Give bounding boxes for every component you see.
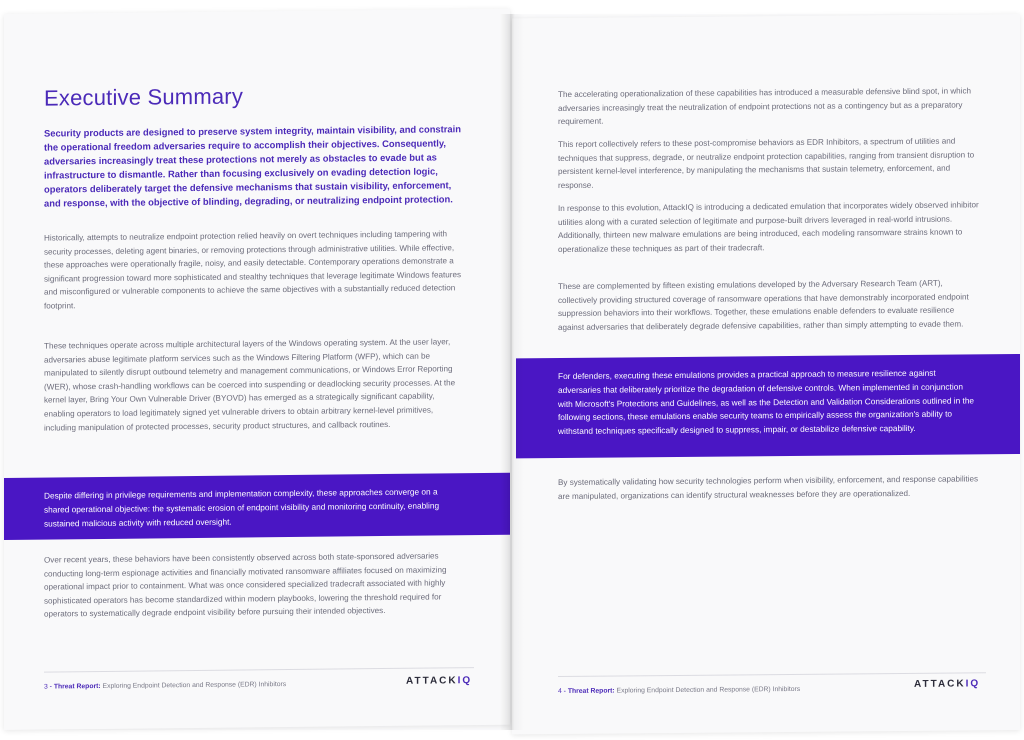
right-paragraph-1: The accelerating operationalization of these capabilities has introduced a measurable defensive blind spot, in which adversaries increasingly treat the neutralization of endpoint protections not as a contingency but as a preparatory requirement. bbox=[558, 86, 972, 127]
footer-label: Threat Report: bbox=[567, 687, 615, 695]
body-paragraph-3: Over recent years, these behaviors have been consistently observed across both state-sponsored adversaries conducting long-term espionage activities and financially motivated ransomware affiliates focused on maximizing operational impact prior to containment. What was once considered specialized tradecraft associated with highly sophisticated operators has become standardized within modern playbooks, lowering the threshold required for operators to systematically degrade endpoint visibility before pursuing their intended objectives. bbox=[44, 551, 447, 619]
page-number: 3 bbox=[44, 683, 48, 691]
left-page bbox=[4, 9, 510, 730]
body-paragraph-1: Historically, attempts to neutralize endpoint protection relied heavily on overt techniques including tampering with security processes, deleting agent binaries, or removing protections through administrative utilities. While effective, these approaches were operationally fragile, noisy, and easily detectable. Contemporary operations demonstrate a significant progression toward more sophisticated and stealthy techniques that leverage legitimate Windows features and misconfigured or vulnerable components to achieve the same objectives with a substantially reduced detection footprint. bbox=[44, 229, 462, 311]
lead-paragraph: Security products are designed to preserve system integrity, maintain visibility, and constrain the operational freedom adversaries require to accomplish their objectives. Consequently, adversaries increasingly treat these protections not merely as obstacles to evade but as infrastructure to dismantle. Rather than focusing exclusively on evading detection logic, operators deliberately target the defensive mechanisms that sustain visibility, enforcement, and response, with the objective of blinding, degrading, or neutralizing endpoint protection. bbox=[44, 123, 461, 209]
right-paragraph-2: This report collectively refers to these post-compromise behaviors as EDR Inhibitors, a spectrum of utilities and techniques that suppress, degrade, or neutralize endpoint protection capabilities, ranging from transient disruption to persistent kernel-level interference, by manipulating the mechanisms that sustain telemetry, enforcement, and response. bbox=[558, 136, 975, 190]
attackiq-logo: ATTACKIQ bbox=[914, 678, 981, 690]
footer-label: Threat Report: bbox=[53, 682, 101, 691]
footer-caption: 4 - Threat Report: Exploring Endpoint Detection and Response (EDR) Inhibitors bbox=[558, 685, 801, 696]
footer-caption: 3 - Threat Report: Exploring Endpoint Detection and Response (EDR) Inhibitors bbox=[44, 681, 287, 691]
attackiq-logo: ATTACKIQ bbox=[406, 675, 473, 687]
footer-subtitle: Exploring Endpoint Detection and Response (EDR) Inhibitors bbox=[614, 685, 801, 695]
highlight-text: For defenders, executing these emulations provides a practical approach to measure resilience against adversaries that deliberately prioritize the degradation of defensive controls. When implemented in conjunction with Microsoft's Protections and Guidelines, as well as the Detection and Validation Considerations outlined in the following sections, these emulations enable security teams to empirically assess the organization's ability to withstand techniques specifically designed to suppress, impair, or destabilize defensive capability. bbox=[558, 367, 975, 437]
footer-rule bbox=[44, 667, 474, 673]
footer-subtitle: Exploring Endpoint Detection and Response (EDR) Inhibitors bbox=[100, 681, 287, 690]
page-title: Executive Summary bbox=[44, 83, 244, 111]
page-number: 4 bbox=[558, 687, 562, 696]
highlight-band bbox=[4, 473, 510, 540]
right-paragraph-5: By systematically validating how security technologies perform when visibility, enforcement, and response capabilities are manipulated, organizations can identify structural weaknesses before they are operationalized. bbox=[558, 474, 979, 501]
highlight-text: Despite differing in privilege requirements and implementation complexity, these approaches converge on a shared operational objective: the systematic erosion of endpoint visibility and monitoring continuity, enabling sustained malicious activity with reduced oversight. bbox=[44, 486, 440, 529]
highlight-band bbox=[516, 354, 1020, 458]
right-paragraph-4: These are complemented by fifteen existing emulations developed by the Adversary Research Team (ART), collectively providing structured coverage of ransomware operations that have demonstrably incorporated endpoint suppression behaviors into their workflows. Together, these emulations enable defenders to evaluate resilience against adversaries that deliberately degrade defensive capabilities, rather than simply attempting to evade them. bbox=[558, 278, 969, 332]
footer-rule bbox=[558, 672, 986, 677]
report-spread bbox=[4, 14, 1020, 730]
right-paragraph-3: In response to this evolution, AttackIQ is introducing a dedicated emulation that incorporates widely observed inhibitor utilities along with a curated selection of legitimate and purpose-built drivers leveraged in real-world intrusions. Additionally, thirteen new malware emulations are being introduced, each modeling ransomware strains known to operationalize these techniques as part of their tradecraft. bbox=[558, 200, 979, 254]
right-page bbox=[512, 14, 1020, 734]
body-paragraph-2: These techniques operate across multiple architectural layers of the Windows operating system. At the user layer, adversaries abuse legitimate platform services such as the Windows Filtering Platform (WFP), which can be manipulated to silently disrupt outbound telemetry and management communications, or Windows Error Reporting (WER), whose crash-handling workflows can be coerced into suspending or deadlocking security processes. At the kernel layer, Bring Your Own Vulnerable Driver (BYOVD) has emerged as a strategically significant capability, enabling operators to load legitimately signed yet vulnerable drivers to obtain arbitrary kernel-level primitives, including manipulation of protected processes, security product structures, and callback routines. bbox=[44, 337, 456, 433]
